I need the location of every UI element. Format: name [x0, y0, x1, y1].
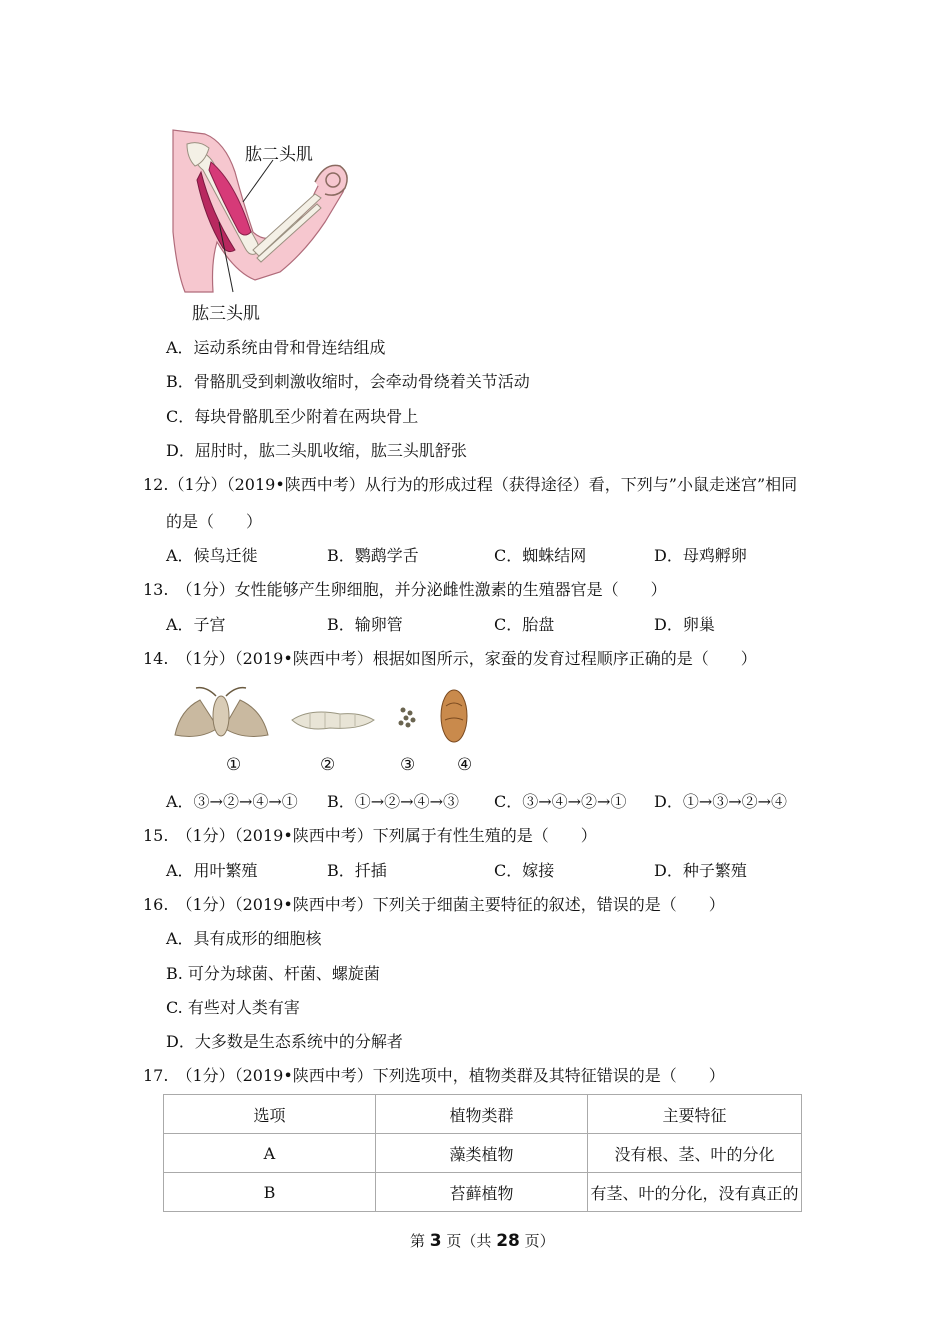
- pupa-image: [441, 690, 467, 742]
- footer-middle: 页（共: [446, 1232, 492, 1250]
- page-footer: [410, 1230, 555, 1251]
- q16-option-d: D．大多数是生态系统中的分解者: [166, 1032, 403, 1051]
- q12-option-a: A．候鸟迁徙: [166, 546, 258, 565]
- q17-stem: 17. （1分）（2019•陕西中考）下列选项中，植物类群及其特征错误的是（ ）: [143, 1066, 725, 1085]
- q12-option-b: B．鹦鹉学舌: [327, 546, 419, 565]
- q11-option-d: D．屈肘时，肱二头肌收缩，肱三头肌舒张: [166, 441, 467, 460]
- footer-prefix: 第: [410, 1232, 426, 1250]
- q15-option-c: C．嫁接: [494, 861, 555, 880]
- silkworm-figure: [170, 680, 480, 750]
- table-cell: B: [164, 1173, 376, 1212]
- eggs-image: [399, 708, 416, 728]
- plant-groups-table: [163, 1094, 802, 1212]
- q14-option-a: A．③→②→④→①: [166, 792, 298, 811]
- figure-label-3: ③: [400, 755, 416, 775]
- q13-stem: 13. （1分）女性能够产生卵细胞，并分泌雌性激素的生殖器官是（ ）: [143, 580, 667, 599]
- q15-option-b: B．扦插: [327, 861, 387, 880]
- q13-option-a: A．子宫: [166, 615, 226, 634]
- table-cell: A: [164, 1134, 376, 1173]
- table-row: [164, 1134, 802, 1173]
- table-row: [164, 1173, 802, 1212]
- moth-image: [175, 688, 268, 737]
- q16-option-b: B. 可分为球菌、杆菌、螺旋菌: [166, 964, 380, 983]
- figure-label-2: ②: [320, 755, 336, 775]
- figure-label-1: ①: [226, 755, 242, 775]
- silkworm-illustration: [170, 680, 480, 750]
- triceps-label: 肱三头肌: [192, 304, 260, 324]
- q16-option-c: C. 有些对人类有害: [166, 998, 300, 1017]
- table-header-cell: 选项: [164, 1095, 376, 1134]
- q14-option-d: D．①→③→②→④: [654, 792, 788, 811]
- q14-stem: 14. （1分）（2019•陕西中考）根据如图所示，家蚕的发育过程顺序正确的是（ ）: [143, 649, 757, 668]
- table-header-row: [164, 1095, 802, 1134]
- q15-stem: 15. （1分）（2019•陕西中考）下列属于有性生殖的是（ ）: [143, 826, 597, 845]
- biceps-leader-line: [243, 160, 273, 202]
- figure-label-4: ④: [457, 755, 473, 775]
- q16-option-a: A．具有成形的细胞核: [166, 929, 322, 948]
- q12-option-d: D．母鸡孵卵: [654, 546, 747, 565]
- footer-total-pages: 28: [496, 1231, 520, 1251]
- footer-page-number: 3: [429, 1231, 442, 1251]
- q13-option-b: B．输卵管: [327, 615, 403, 634]
- biceps-label: 肱二头肌: [245, 145, 313, 165]
- q12-stem-line2: 的是（ ）: [166, 512, 263, 531]
- q16-stem: 16. （1分）（2019•陕西中考）下列关于细菌主要特征的叙述，错误的是（ ）: [143, 895, 725, 914]
- q12-option-c: C．蜘蛛结网: [494, 546, 587, 565]
- footer-suffix: 页）: [524, 1232, 555, 1250]
- table-header-cell: 植物类群: [375, 1095, 587, 1134]
- q15-option-a: A．用叶繁殖: [166, 861, 258, 880]
- table-cell: 藻类植物: [375, 1134, 587, 1173]
- table-header-cell: 主要特征: [588, 1095, 802, 1134]
- q13-option-d: D．卵巢: [654, 615, 715, 634]
- q15-option-d: D．种子繁殖: [654, 861, 747, 880]
- q11-option-b: B．骨骼肌受到刺激收缩时，会牵动骨绕着关节活动: [166, 372, 530, 391]
- table-cell: 有茎、叶的分化，没有真正的: [588, 1173, 802, 1212]
- table-cell: 没有根、茎、叶的分化: [588, 1134, 802, 1173]
- table-cell: 苔藓植物: [375, 1173, 587, 1212]
- q11-option-c: C．每块骨骼肌至少附着在两块骨上: [166, 407, 419, 426]
- q13-option-c: C．胎盘: [494, 615, 555, 634]
- q12-stem-line1: 12.（1分）（2019•陕西中考）从行为的形成过程（获得途径）看，下列与”小鼠走迷宫”相同: [143, 475, 798, 494]
- larva-image: [292, 712, 374, 729]
- q11-option-a: A．运动系统由骨和骨连结组成: [166, 338, 386, 357]
- q14-option-c: C．③→④→②→①: [494, 792, 627, 811]
- q14-option-b: B．①→②→④→③: [327, 792, 459, 811]
